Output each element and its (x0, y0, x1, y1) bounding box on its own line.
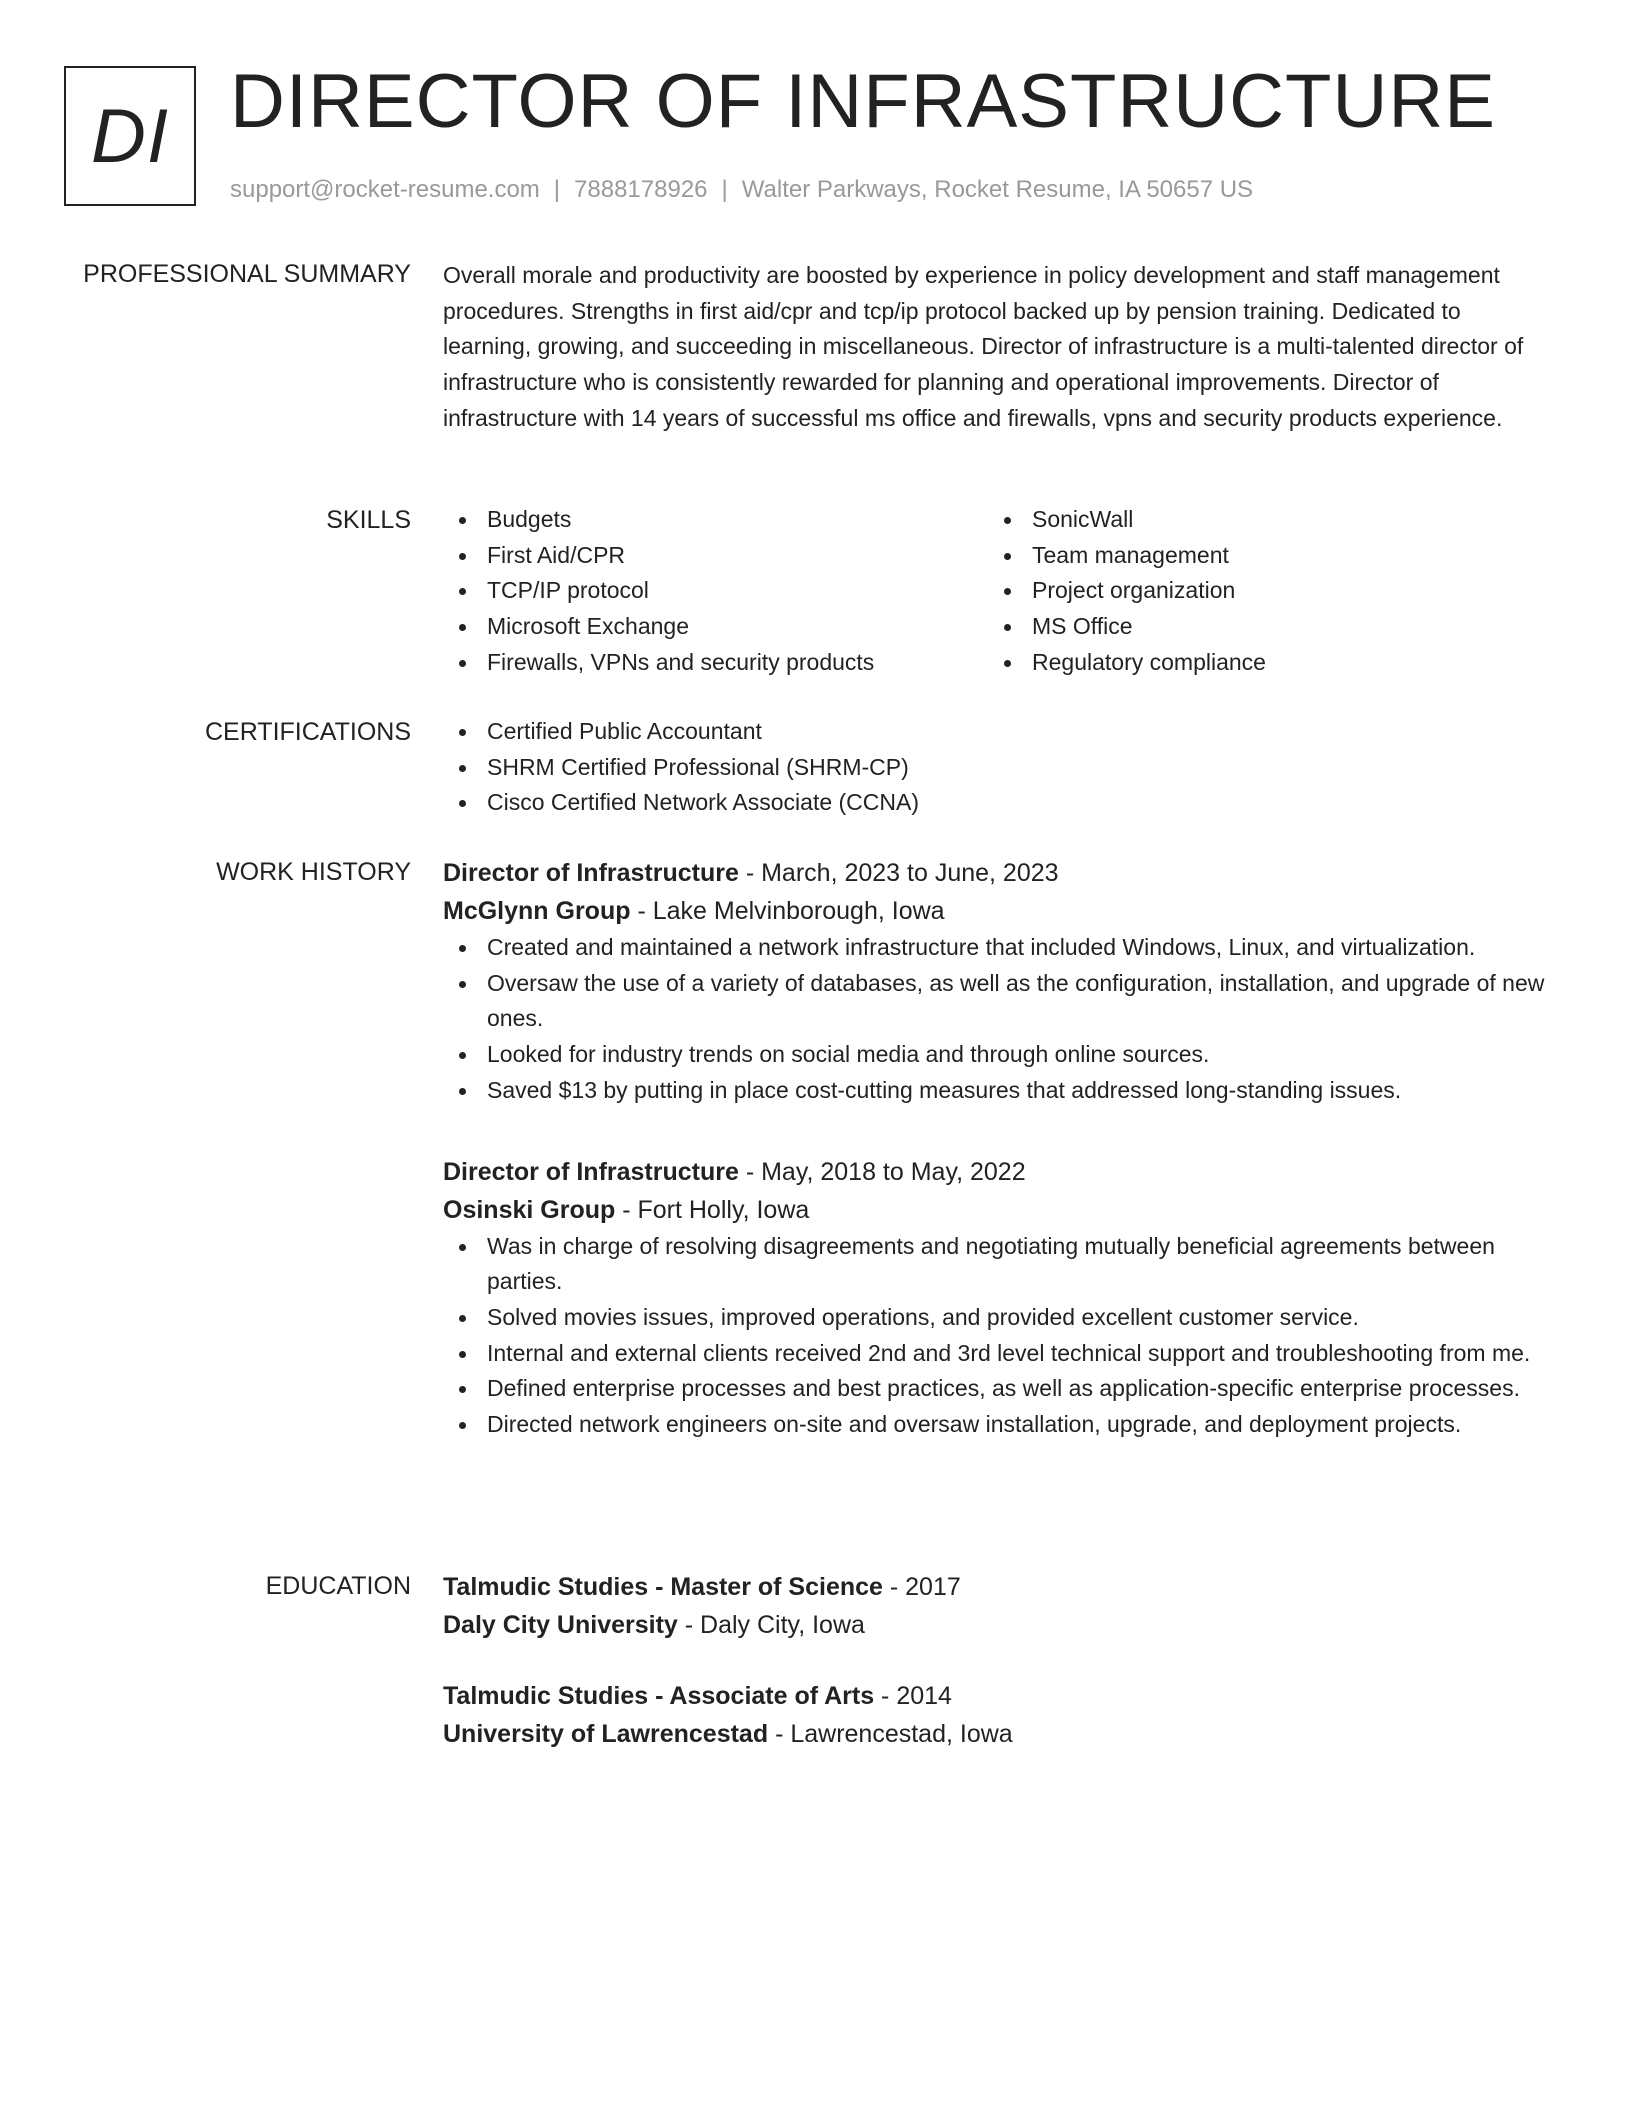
education-school-line (443, 1606, 1553, 1644)
education-degree-line (443, 1568, 1553, 1606)
skill-item: Project organization (988, 573, 1533, 609)
job-bullet: Saved $13 by putting in place cost-cutting measures that addressed long-standing issues. (443, 1073, 1553, 1109)
job-bullets (443, 1229, 1553, 1443)
skill-item: MS Office (988, 609, 1533, 645)
certification-item: Certified Public Accountant (443, 714, 1553, 750)
summary-body (443, 258, 1553, 437)
section-label-work: WORK HISTORY (216, 858, 411, 886)
skill-item: SonicWall (988, 502, 1533, 538)
education-entry (443, 1568, 1553, 1644)
skill-item: Firewalls, VPNs and security products (443, 645, 988, 681)
job-title-line (443, 854, 1553, 892)
certification-item: SHRM Certified Professional (SHRM-CP) (443, 750, 1553, 786)
education-degree-line (443, 1677, 1553, 1715)
education-year: - 2017 (882, 1573, 961, 1601)
section-label-certifications: CERTIFICATIONS (204, 718, 411, 746)
job-location: - Fort Holly, Iowa (615, 1195, 810, 1224)
education-year: - 2014 (874, 1682, 952, 1710)
certifications-list (443, 714, 1553, 821)
job-title-line (443, 1153, 1553, 1191)
skill-item: Budgets (443, 502, 988, 538)
education-entry (443, 1677, 1553, 1753)
job-bullet: Oversaw the use of a variety of databases, as well as the configuration, installation, and upgrade of new ones. (443, 966, 1553, 1037)
contact-phone[interactable]: 7888178926 (574, 176, 708, 203)
contact-separator: | (553, 176, 561, 203)
job-bullet: Internal and external clients received 2nd and 3rd level technical support and troubleshooting from me. (443, 1336, 1553, 1372)
job-entry (443, 1153, 1553, 1443)
education-location: - Daly City, Iowa (677, 1611, 865, 1639)
education-school-line (443, 1715, 1553, 1753)
job-bullet: Looked for industry trends on social media and through online sources. (443, 1037, 1553, 1073)
contact-email[interactable]: support@rocket-resume.com (230, 176, 540, 203)
page-title: DIRECTOR OF INFRASTRUCTURE (230, 59, 1496, 144)
job-bullet: Was in charge of resolving disagreements and negotiating mutually beneficial agreements between parties. (443, 1229, 1553, 1300)
work-body (443, 854, 1553, 1443)
contact-line (230, 172, 1253, 208)
contact-address: Walter Parkways, Rocket Resume, IA 50657 US (741, 176, 1254, 203)
job-company: McGlynn Group (443, 897, 631, 925)
certifications-body (443, 714, 1553, 821)
certification-item: Cisco Certified Network Associate (CCNA) (443, 785, 1553, 821)
job-company-line (443, 1191, 1553, 1229)
education-degree: Talmudic Studies - Master of Science (443, 1573, 883, 1601)
section-label-education: EDUCATION (265, 1572, 411, 1600)
job-bullets (443, 930, 1553, 1109)
job-bullet: Directed network engineers on-site and oversaw installation, upgrade, and deployment projects. (443, 1407, 1553, 1443)
job-dates: - March, 2023 to June, 2023 (738, 859, 1059, 887)
skill-item: Regulatory compliance (988, 645, 1533, 681)
job-dates: - May, 2018 to May, 2022 (738, 1157, 1026, 1186)
skill-item: Microsoft Exchange (443, 609, 988, 645)
education-school: Daly City University (443, 1611, 678, 1639)
job-entry (443, 854, 1553, 1109)
skills-body (443, 502, 1553, 681)
skill-item: TCP/IP protocol (443, 573, 988, 609)
section-label-summary: PROFESSIONAL SUMMARY (83, 260, 411, 288)
skills-list-right (988, 502, 1533, 681)
section-label-skills: SKILLS (326, 506, 411, 534)
contact-separator: | (721, 176, 728, 203)
skill-item: First Aid/CPR (443, 538, 988, 574)
education-body (443, 1568, 1553, 1753)
summary-text: Overall morale and productivity are boosted by experience in policy development and staff management procedures. Strengths in first aid/cpr and tcp/ip protocol backed up by pension training. Dedicated to learning, growing, and succeeding in miscellaneous. Director of infrastructure is a multi-talented director of infrastructure who is consistently rewarded for planning and operational improvements. Director of infrastructure with 14 years of successful ms office and firewalls, vpns and security products experience. (443, 262, 1524, 431)
job-title: Director of Infrastructure (443, 859, 739, 887)
job-bullet: Defined enterprise processes and best practices, as well as application-specific enterprise processes. (443, 1371, 1553, 1407)
job-bullet: Solved movies issues, improved operations, and provided excellent customer service. (443, 1300, 1553, 1336)
job-company-line (443, 892, 1553, 930)
job-company: Osinski Group (443, 1195, 616, 1224)
job-title: Director of Infrastructure (443, 1157, 739, 1186)
job-bullet: Created and maintained a network infrastructure that included Windows, Linux, and virtualization. (443, 930, 1553, 966)
education-school: University of Lawrencestad (443, 1720, 769, 1748)
education-location: - Lawrencestad, Iowa (768, 1720, 1013, 1748)
education-degree: Talmudic Studies - Associate of Arts (443, 1682, 875, 1710)
skill-item: Team management (988, 538, 1533, 574)
skills-list-left (443, 502, 988, 681)
job-location: - Lake Melvinborough, Iowa (630, 897, 945, 925)
monogram: DI (64, 66, 196, 206)
